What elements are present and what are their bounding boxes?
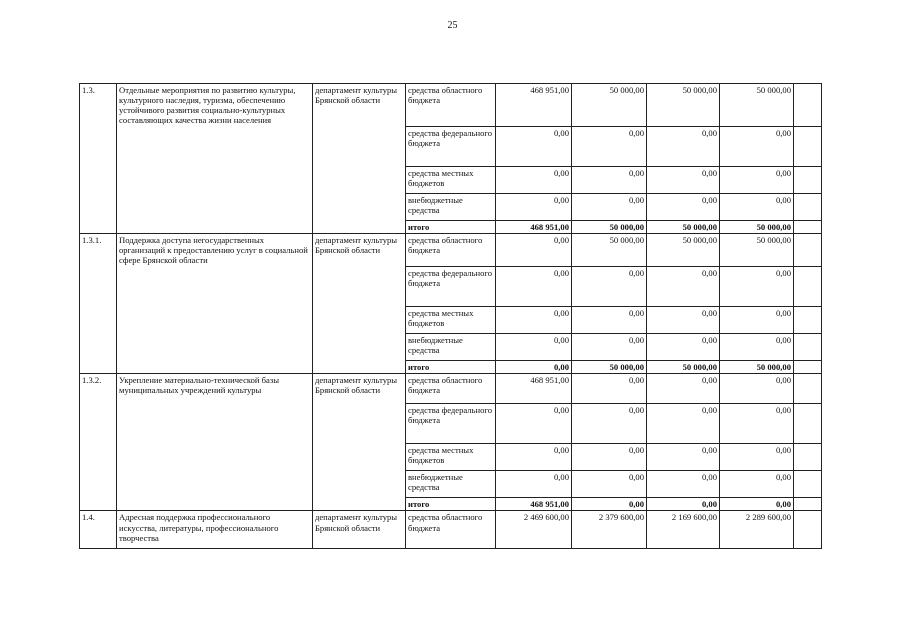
item-name-cell xyxy=(117,127,313,167)
item-number-cell xyxy=(80,127,117,167)
funding-source-cell: средства местных бюджетов xyxy=(406,307,496,334)
amount-cell-year-1: 0,00 xyxy=(496,167,572,194)
amount-cell-year-2: 50 000,00 xyxy=(572,221,647,234)
item-name-cell xyxy=(117,361,313,374)
funding-source-cell: итого xyxy=(406,361,496,374)
amount-cell-year-1: 0,00 xyxy=(496,334,572,361)
amount-cell-year-2: 50 000,00 xyxy=(572,361,647,374)
amount-cell-year-3: 50 000,00 xyxy=(647,234,720,267)
amount-cell-year-1: 0,00 xyxy=(496,267,572,307)
empty-cell xyxy=(794,194,822,221)
funding-source-cell: средства федерального бюджета xyxy=(406,404,496,444)
executor-cell xyxy=(313,361,406,374)
item-name-cell xyxy=(117,471,313,498)
empty-cell xyxy=(794,511,822,549)
amount-cell-year-1: 0,00 xyxy=(496,127,572,167)
amount-cell-year-3: 0,00 xyxy=(647,167,720,194)
amount-cell-year-4: 0,00 xyxy=(720,167,794,194)
funding-source-cell: итого xyxy=(406,498,496,511)
funding-source-cell: итого xyxy=(406,221,496,234)
amount-cell-year-3: 0,00 xyxy=(647,444,720,471)
amount-cell-year-2: 0,00 xyxy=(572,374,647,404)
amount-cell-year-4: 0,00 xyxy=(720,444,794,471)
amount-cell-year-3: 0,00 xyxy=(647,267,720,307)
amount-cell-year-2: 0,00 xyxy=(572,167,647,194)
item-number-cell xyxy=(80,194,117,221)
funding-source-cell: средства областного бюджета xyxy=(406,374,496,404)
funding-source-cell: внебюджетные средства xyxy=(406,334,496,361)
table-row xyxy=(80,511,822,549)
empty-cell xyxy=(794,267,822,307)
table-row xyxy=(80,471,822,498)
funding-source-cell: средства местных бюджетов xyxy=(406,167,496,194)
amount-cell-year-3: 0,00 xyxy=(647,404,720,444)
item-name-cell: Укрепление материально-технической базы муниципальных учреждений культуры xyxy=(117,374,313,404)
amount-cell-year-4: 0,00 xyxy=(720,267,794,307)
empty-cell xyxy=(794,167,822,194)
executor-cell xyxy=(313,444,406,471)
amount-cell-year-2: 0,00 xyxy=(572,267,647,307)
empty-cell xyxy=(794,221,822,234)
item-number-cell: 1.3.1. xyxy=(80,234,117,267)
amount-cell-year-3: 50 000,00 xyxy=(647,221,720,234)
amount-cell-year-1: 0,00 xyxy=(496,194,572,221)
executor-cell xyxy=(313,221,406,234)
empty-cell xyxy=(794,84,822,127)
amount-cell-year-1: 0,00 xyxy=(496,361,572,374)
item-number-cell: 1.3. xyxy=(80,84,117,127)
executor-cell: департамент культуры Брянской области xyxy=(313,511,406,549)
funding-source-cell: средства местных бюджетов xyxy=(406,444,496,471)
table-row xyxy=(80,444,822,471)
executor-cell: департамент культуры Брянской области xyxy=(313,84,406,127)
executor-cell xyxy=(313,334,406,361)
table-row xyxy=(80,498,822,511)
table-row xyxy=(80,221,822,234)
amount-cell-year-2: 0,00 xyxy=(572,498,647,511)
amount-cell-year-2: 50 000,00 xyxy=(572,84,647,127)
amount-cell-year-1: 468 951,00 xyxy=(496,221,572,234)
amount-cell-year-4: 0,00 xyxy=(720,127,794,167)
amount-cell-year-4: 0,00 xyxy=(720,471,794,498)
funding-source-cell: внебюджетные средства xyxy=(406,471,496,498)
funding-source-cell: средства областного бюджета xyxy=(406,234,496,267)
amount-cell-year-3: 0,00 xyxy=(647,307,720,334)
amount-cell-year-4: 0,00 xyxy=(720,307,794,334)
item-number-cell xyxy=(80,267,117,307)
amount-cell-year-4: 0,00 xyxy=(720,194,794,221)
item-name-cell xyxy=(117,444,313,471)
item-name-cell xyxy=(117,404,313,444)
amount-cell-year-2: 0,00 xyxy=(572,307,647,334)
empty-cell xyxy=(794,234,822,267)
funding-source-cell: средства федерального бюджета xyxy=(406,127,496,167)
amount-cell-year-4: 2 289 600,00 xyxy=(720,511,794,549)
budget-table xyxy=(79,83,822,549)
table-row xyxy=(80,361,822,374)
item-number-cell xyxy=(80,471,117,498)
item-name-cell xyxy=(117,167,313,194)
amount-cell-year-2: 0,00 xyxy=(572,127,647,167)
table-row xyxy=(80,234,822,267)
item-name-cell: Отдельные мероприятия по развитию культуры, культурного наследия, туризма, обеспечению устойчивого развития социально-культурных составляющих качества жизни населения xyxy=(117,84,313,127)
budget-body xyxy=(80,84,822,549)
empty-cell xyxy=(794,471,822,498)
empty-cell xyxy=(794,498,822,511)
item-number-cell xyxy=(80,167,117,194)
table-row xyxy=(80,127,822,167)
executor-cell xyxy=(313,267,406,307)
item-number-cell xyxy=(80,361,117,374)
item-number-cell xyxy=(80,307,117,334)
amount-cell-year-1: 0,00 xyxy=(496,404,572,444)
item-number-cell xyxy=(80,444,117,471)
amount-cell-year-2: 0,00 xyxy=(572,471,647,498)
amount-cell-year-4: 50 000,00 xyxy=(720,221,794,234)
empty-cell xyxy=(794,307,822,334)
funding-source-cell: средства областного бюджета xyxy=(406,511,496,549)
amount-cell-year-2: 0,00 xyxy=(572,194,647,221)
item-name-cell: Поддержка доступа негосударственных организаций к предоставлению услуг в социальной сфере Брянской области xyxy=(117,234,313,267)
amount-cell-year-2: 0,00 xyxy=(572,404,647,444)
table-row xyxy=(80,334,822,361)
table-row xyxy=(80,404,822,444)
funding-source-cell: внебюджетные средства xyxy=(406,194,496,221)
item-name-cell: Адресная поддержка профессионального искусства, литературы, профессионального творчества xyxy=(117,511,313,549)
amount-cell-year-3: 50 000,00 xyxy=(647,84,720,127)
amount-cell-year-2: 0,00 xyxy=(572,334,647,361)
item-number-cell: 1.4. xyxy=(80,511,117,549)
empty-cell xyxy=(794,334,822,361)
amount-cell-year-4: 50 000,00 xyxy=(720,361,794,374)
item-name-cell xyxy=(117,194,313,221)
item-name-cell xyxy=(117,307,313,334)
amount-cell-year-3: 0,00 xyxy=(647,194,720,221)
amount-cell-year-1: 0,00 xyxy=(496,471,572,498)
amount-cell-year-3: 0,00 xyxy=(647,334,720,361)
amount-cell-year-4: 50 000,00 xyxy=(720,84,794,127)
amount-cell-year-3: 50 000,00 xyxy=(647,361,720,374)
amount-cell-year-3: 0,00 xyxy=(647,127,720,167)
amount-cell-year-4: 0,00 xyxy=(720,498,794,511)
amount-cell-year-4: 0,00 xyxy=(720,374,794,404)
amount-cell-year-1: 468 951,00 xyxy=(496,374,572,404)
item-number-cell: 1.3.2. xyxy=(80,374,117,404)
item-name-cell xyxy=(117,221,313,234)
table-row xyxy=(80,194,822,221)
executor-cell xyxy=(313,194,406,221)
item-number-cell xyxy=(80,221,117,234)
amount-cell-year-2: 50 000,00 xyxy=(572,234,647,267)
executor-cell xyxy=(313,471,406,498)
executor-cell xyxy=(313,404,406,444)
item-number-cell xyxy=(80,334,117,361)
table-row xyxy=(80,267,822,307)
amount-cell-year-3: 2 169 600,00 xyxy=(647,511,720,549)
item-name-cell xyxy=(117,498,313,511)
amount-cell-year-1: 0,00 xyxy=(496,444,572,471)
amount-cell-year-4: 0,00 xyxy=(720,334,794,361)
empty-cell xyxy=(794,127,822,167)
table-row xyxy=(80,307,822,334)
amount-cell-year-3: 0,00 xyxy=(647,374,720,404)
amount-cell-year-4: 0,00 xyxy=(720,404,794,444)
amount-cell-year-2: 0,00 xyxy=(572,444,647,471)
page-number: 25 xyxy=(447,20,458,31)
table-row xyxy=(80,167,822,194)
item-name-cell xyxy=(117,267,313,307)
amount-cell-year-1: 468 951,00 xyxy=(496,84,572,127)
executor-cell xyxy=(313,307,406,334)
funding-source-cell: средства областного бюджета xyxy=(406,84,496,127)
executor-cell: департамент культуры Брянской области xyxy=(313,374,406,404)
amount-cell-year-1: 2 469 600,00 xyxy=(496,511,572,549)
amount-cell-year-3: 0,00 xyxy=(647,498,720,511)
item-number-cell xyxy=(80,498,117,511)
empty-cell xyxy=(794,444,822,471)
item-name-cell xyxy=(117,334,313,361)
amount-cell-year-1: 0,00 xyxy=(496,234,572,267)
amount-cell-year-3: 0,00 xyxy=(647,471,720,498)
executor-cell: департамент культуры Брянской области xyxy=(313,234,406,267)
funding-source-cell: средства федерального бюджета xyxy=(406,267,496,307)
executor-cell xyxy=(313,498,406,511)
amount-cell-year-1: 468 951,00 xyxy=(496,498,572,511)
executor-cell xyxy=(313,127,406,167)
table-row xyxy=(80,374,822,404)
empty-cell xyxy=(794,361,822,374)
item-number-cell xyxy=(80,404,117,444)
empty-cell xyxy=(794,404,822,444)
executor-cell xyxy=(313,167,406,194)
table-row xyxy=(80,84,822,127)
empty-cell xyxy=(794,374,822,404)
amount-cell-year-2: 2 379 600,00 xyxy=(572,511,647,549)
amount-cell-year-4: 50 000,00 xyxy=(720,234,794,267)
amount-cell-year-1: 0,00 xyxy=(496,307,572,334)
